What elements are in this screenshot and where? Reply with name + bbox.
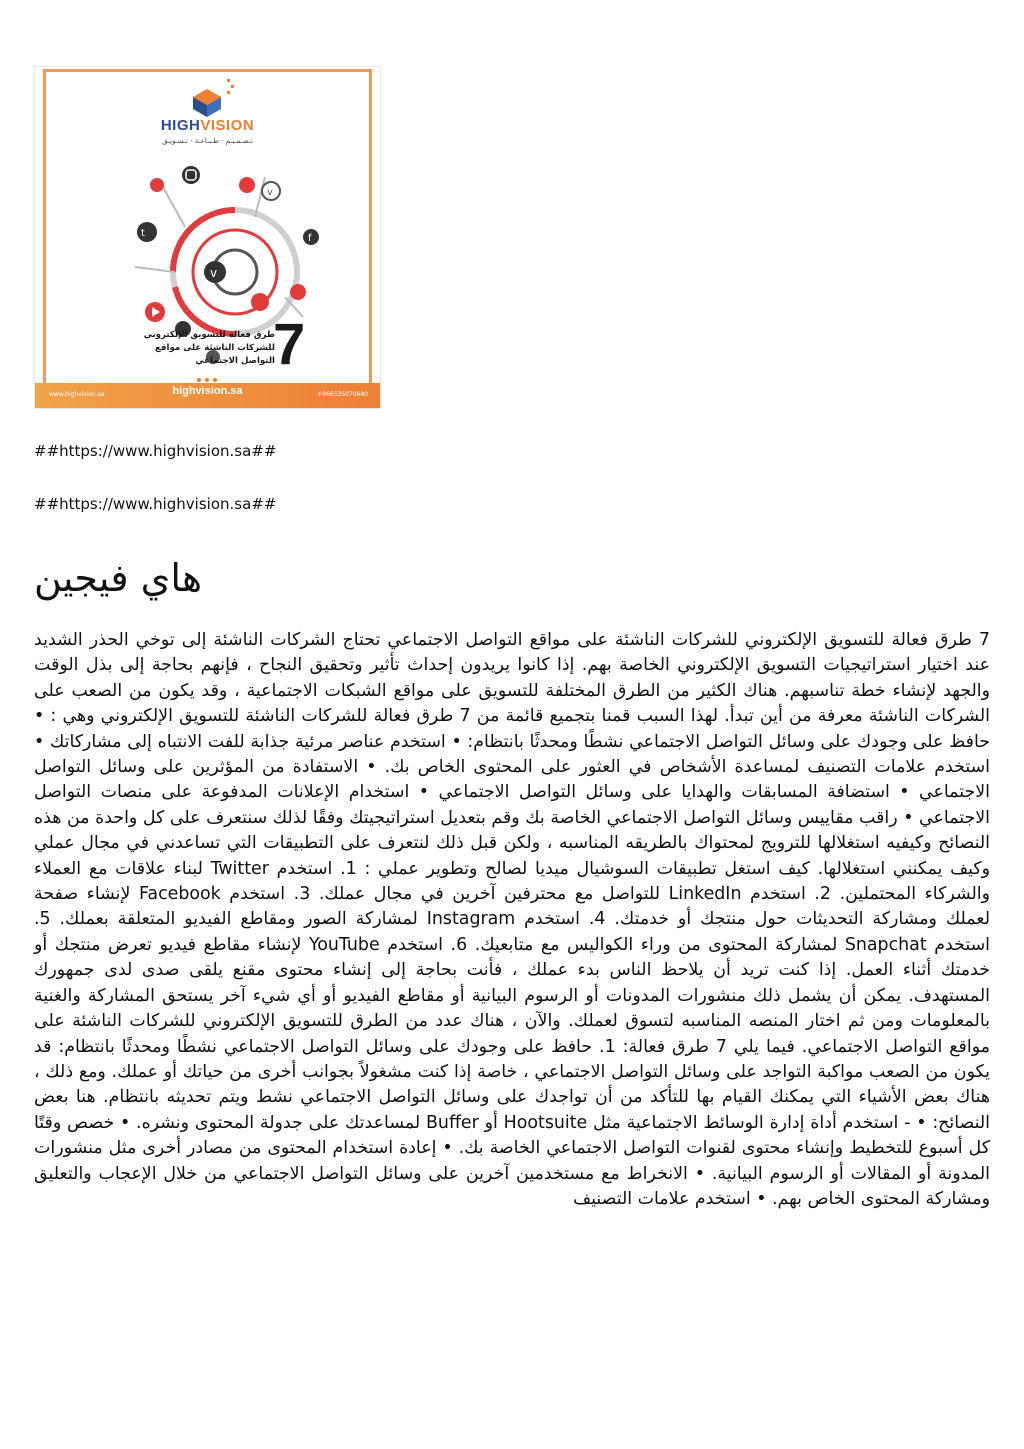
cover-number: 7 (273, 312, 306, 377)
vimeo-icon (204, 261, 226, 283)
article-body: 7 طرق فعالة للتسويق الإلكتروني للشركات الناشئة على مواقع التواصل الاجتماعي تحتاج الشركات الناشئة إلى توخي الحذر الشديد عند اختيار استراتيجيات التسويق الإلكتروني الخاصة بهم. إذا كانوا يريدون إحداث تأثير وتحقيق النجاح ، فإنهم بحاجة إلى بذل الوقت والجهد لإنشاء خطة تناسبهم. هناك الكثير من الطرق المختلفة للتسويق على مواقع الشبكات الاجتماعية ، وقد يكون من الصعب على الشركات الناشئة معرفة من أين تبدأ. لهذا السبب قمنا بتجميع قائمة من 7 طرق فعالة للشركات الناشئة للتسويق الإلكتروني وهي : • حافظ على وجودك على وسائل التواصل الاجتماعي نشطًا ومحدثًا بانتظام: • استخدم عناصر مرئية جذابة للفت الانتباه إلى مشاركاتك • استخدم علامات التصنيف لمساعدة الأشخاص في العثور على المحتوى الخاص بك. • الاستفادة من المؤثرين على وسائل التواصل الاجتماعي • استضافة المسابقات والهدايا على وسائل التواصل الاجتماعي • استخدام الإعلانات المدفوعة على منصات التواصل الاجتماعي • راقب مقاييس وسائل التواصل الاجتماعي الخاصة بك وقم بتعديل استراتيجيتك وفقًا لذلك سنتعرف على كل واحدة من هذه النصائح وكيفيه استغلالها للترويج لمحتواك بالطريقه المناسبه ، ولكن قبل ذلك لنتعرف على التطبيقات التي تساعدني في مجال عملي وكيف يمكنني استغلالها. كيف استغل تطبيقات السوشيال ميديا لصالح وتطوير عملي : 1. استخدم Twitter لبناء علاقات مع العملاء والشركاء المحتملين. 2. استخدم LinkedIn للتواصل مع محترفين آخرين في مجال عملك. 3. استخدم Facebook لإنشاء صفحة لعملك ومشاركة التحديثات حول منتجك أو خدمتك. 4. استخدم Instagram لمشاركة الصور ومقاطع الفيديو المتعلقة بعملك. 5. استخدم Snapchat لمشاركة المحتوى من وراء الكواليس مع متابعيك. 6. استخدم YouTube لإنشاء مقاطع فيديو تعرض منتجك أو خدمتك أثناء العمل. إذا كنت تريد أن يلاحظ الناس بدء عملك ، فأنت بحاجة إلى إنشاء محتوى مقنع يلقى صدى لدى جمهورك المستهدف. يمكن أن يشمل ذلك منشورات المدونات أو الرسوم البيانية أو مقاطع الفيديو أو أي شيء آخر يستحق المشاركة والغنية بالمعلومات ومن ثم اختار المنصه المناسبه لتسوق لعملك. والآن ، هناك عدد من الطرق للتسويق الإلكتروني للشركات الناشئة على مواقع التواصل الاجتماعي. فيما يلي 7 طرق فعالة: 1. حافظ على وجودك على وسائل التواصل الاجتماعي نشطًا ومحدثًا بانتظام: قد يكون من الصعب مواكبة التواجد على وسائل التواصل الاجتماعي ، خاصة إذا كنت مشغولاً بجوانب أخرى من حياتك أو عملك. ومع ذلك ، هناك بعض الأشياء التي يمكنك القيام بها للتأكد من أن تواجدك على وسائل التواصل الاجتماعي نشط ويتم تحديثه بانتظام. هنا بعض النصائح: • - استخدم أداة إدارة الوسائط الاجتماعية مثل Hootsuite أو Buffer لمساعدتك على جدولة المحتوى ونشره. • خصص وقتًا كل أسبوع للتخطيط وإنشاء محتوى لقنوات التواصل الاجتماعي الخاصة بك. • إعادة استخدام المحتوى من مصادر أخرى مثل منشورات المدونة أو المقالات أو الرسوم البيانية. • الانخراط مع مستخدمين آخرين على وسائل التواصل الاجتماعي من خلال الإعجاب والتعليق ومشاركة المحتوى الخاص بهم. • استخدم علامات التصنيف (34, 630, 991, 1209)
source-link-2[interactable]: ##https://www.highvision.sa## (34, 495, 277, 513)
cover-phone: +966535070680 (317, 391, 368, 398)
cover-brand: highvision.sa (172, 385, 243, 397)
svg-text:v: v (210, 266, 218, 280)
soundcloud-icon (251, 293, 269, 311)
svg-text:v: v (267, 187, 273, 198)
rss-icon (150, 178, 164, 192)
highvision-logo-icon (193, 79, 234, 117)
cover-image (34, 66, 381, 409)
page-title (34, 556, 434, 600)
facebook-icon (303, 229, 319, 245)
cover-logo-tagline: تـصـمـيـم - طـبـاعـة - تـسـويـق (162, 137, 253, 145)
vine-icon (262, 182, 280, 200)
source-link-1[interactable]: ##https://www.highvision.sa## (34, 442, 277, 460)
cover-headline: طرق فعالة للتسويق الإلكتروني للشركات الناشئة على مواقع التواصل الاجتماعي (143, 330, 275, 366)
cover-website: www.highvision.sa (49, 391, 105, 398)
instagram-icon (182, 166, 200, 184)
cover-logo-text: HIGHVISION (160, 117, 255, 134)
youtube-icon (145, 302, 165, 322)
messenger-icon (290, 284, 306, 300)
svg-text:f: f (308, 233, 312, 244)
skype-icon (239, 177, 255, 193)
twitter-icon (137, 222, 157, 242)
page-title-text: هاي فيجين (34, 556, 202, 600)
svg-text:t: t (141, 228, 145, 239)
